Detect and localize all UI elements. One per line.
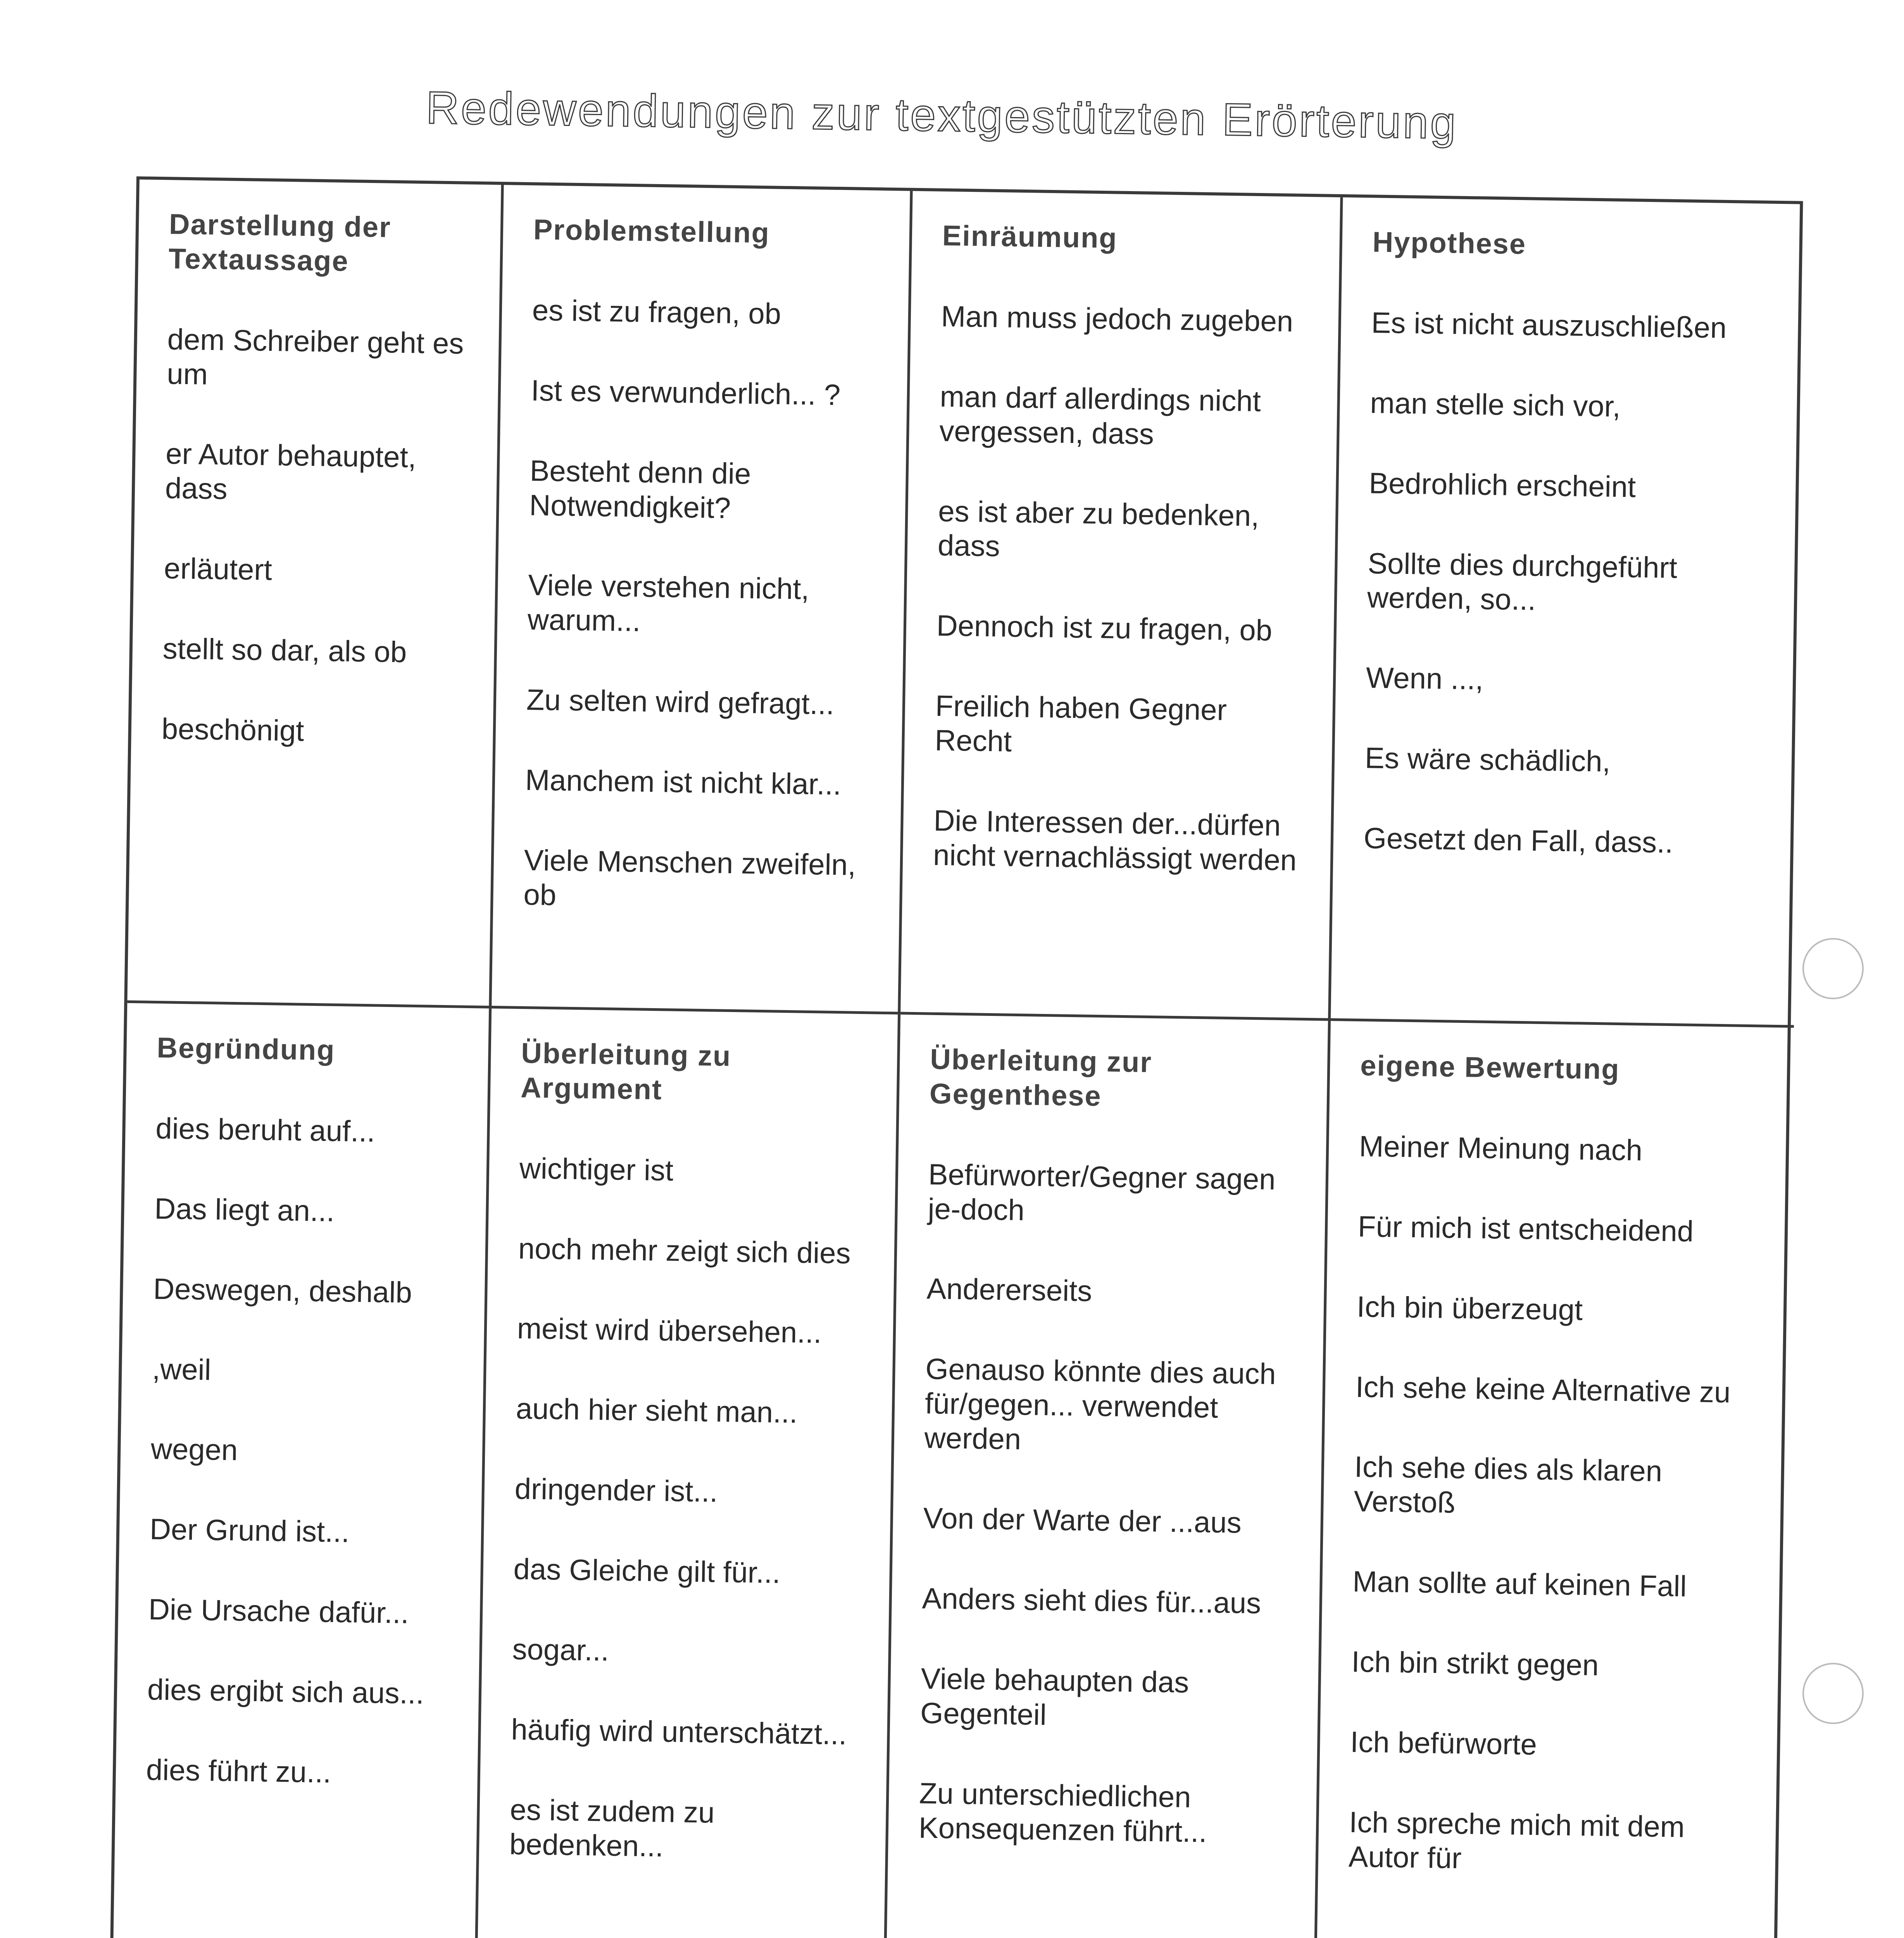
table-cell [1315, 1021, 1794, 1938]
phrase-item: Genauso könnte dies auch für/gegen... verwendet werden [924, 1352, 1276, 1456]
table-cell [492, 185, 912, 1014]
cell-heading: Überleitung zur Gegenthese [929, 1043, 1152, 1112]
phrase-item: Die Interessen der...dürfen nicht vernachlässigt werden [933, 804, 1297, 877]
phrase-item: man stelle sich vor, [1370, 386, 1621, 423]
phrase-table [109, 176, 1803, 1938]
phrase-item: Ich befürworte [1350, 1725, 1537, 1762]
phrase-item: Meiner Meinung nach [1359, 1129, 1643, 1167]
phrase-item: Die Ursache dafür... [148, 1593, 409, 1630]
phrase-item: dies ergibt sich aus... [147, 1673, 424, 1710]
cell-heading: Begründung [157, 1031, 336, 1066]
phrase-item: Ich sehe dies als klaren Verstoß [1353, 1450, 1663, 1520]
table-cell [1331, 197, 1806, 1028]
phrase-item: dringender ist... [514, 1472, 718, 1509]
phrase-item: Ist es verwunderlich... ? [531, 374, 841, 412]
phrase-item: Freilich haben Gegner Recht [935, 689, 1227, 758]
phrase-item: häufig wird unterschätzt... [511, 1713, 847, 1751]
cell-heading: Darstellung der Textaussage [168, 208, 391, 277]
phrase-item: dies führt zu... [146, 1753, 331, 1789]
phrase-item: dem Schreiber geht es um [166, 322, 464, 391]
phrase-item: Viele verstehen nicht, warum... [527, 569, 810, 638]
cell-heading: Hypothese [1372, 226, 1526, 260]
cell-heading: Problemstellung [533, 213, 770, 249]
phrase-item: Zu unterschiedlichen Konsequenzen führt... [918, 1777, 1207, 1848]
cell-heading: eigene Bewertung [1360, 1049, 1620, 1086]
phrase-item: erläutert [164, 552, 272, 587]
phrase-item: Das liegt an... [154, 1192, 335, 1228]
phrase-item: Ich bin überzeugt [1356, 1290, 1583, 1327]
phrase-item: Viele behaupten das Gegenteil [920, 1662, 1189, 1732]
phrase-item: Deswegen, deshalb [153, 1272, 412, 1309]
phrase-item: Der Grund ist... [149, 1513, 350, 1549]
phrase-item: wegen [150, 1433, 238, 1467]
phrase-item: meist wird übersehen... [517, 1312, 822, 1350]
phrase-item: Ich bin strikt gegen [1351, 1645, 1599, 1682]
phrase-item: sogar... [512, 1633, 609, 1667]
phrase-item: Sollte dies durchgeführt werden, so... [1367, 547, 1678, 617]
table-cell [112, 1003, 492, 1938]
phrase-item: Es wäre schädlich, [1364, 741, 1611, 778]
table-cell [127, 179, 504, 1009]
phrase-item: er Autor behauptet, dass [165, 437, 417, 506]
page-title: Redewendungen zur textgestützten Erörterung [426, 82, 1458, 149]
hole-punch-mark [1802, 938, 1864, 999]
phrase-item: es ist zu fragen, ob [532, 293, 781, 331]
phrase-item: wichtiger ist [519, 1152, 674, 1187]
table-cell [900, 191, 1343, 1021]
phrase-item: Von der Warte der ...aus [923, 1502, 1242, 1540]
phrase-item: Gesetzt den Fall, dass.. [1363, 822, 1673, 860]
phrase-item: Ich spreche mich mit dem Autor für [1348, 1805, 1685, 1875]
phrase-item: Anders sieht dies für...aus [922, 1582, 1261, 1620]
phrase-item: auch hier sieht man... [516, 1392, 798, 1429]
hole-punch-mark [1802, 1663, 1864, 1724]
phrase-item: Ich sehe keine Alternative zu [1355, 1370, 1731, 1409]
phrase-item: Dennoch ist zu fragen, ob [936, 609, 1273, 647]
phrase-item: Wenn ..., [1366, 661, 1484, 697]
phrase-item: Zu selten wird gefragt... [526, 683, 835, 721]
phrase-item: Man sollte auf keinen Fall [1352, 1565, 1687, 1603]
phrase-item: man darf allerdings nicht vergessen, dass [939, 380, 1261, 451]
phrase-item: ,weil [152, 1352, 212, 1386]
phrase-item: Es ist nicht auszuschließen [1371, 306, 1727, 345]
phrase-item: dies beruht auf... [155, 1112, 376, 1148]
phrase-item: Man muss jedoch zugeben [941, 300, 1293, 338]
phrase-item: es ist zudem zu bedenken... [509, 1793, 715, 1863]
phrase-item: Für mich ist entscheidend [1357, 1210, 1694, 1248]
phrase-item: Manchem ist nicht klar... [525, 764, 842, 802]
table-cell [476, 1009, 900, 1938]
phrase-item: Andererseits [926, 1272, 1092, 1308]
phrase-item: das Gleiche gilt für... [513, 1552, 781, 1590]
phrase-item: Besteht denn die Notwendigkeit? [529, 454, 751, 525]
phrase-item: Viele Menschen zweifeln, ob [523, 844, 856, 912]
phrase-item: es ist aber zu bedenken, dass [937, 495, 1260, 563]
cell-heading: Einräumung [942, 219, 1118, 254]
cell-heading: Überleitung zu Argument [520, 1036, 732, 1106]
phrase-item: Befürworter/Gegner sagen je-doch [928, 1158, 1276, 1227]
phrase-item: Bedrohlich erscheint [1368, 466, 1636, 504]
table-cell [885, 1014, 1331, 1938]
phrase-item: noch mehr zeigt sich dies [518, 1232, 851, 1270]
phrase-item: stellt so dar, als ob [162, 632, 407, 669]
phrase-item: beschönigt [161, 712, 305, 748]
phrase-grid [109, 176, 1803, 1938]
